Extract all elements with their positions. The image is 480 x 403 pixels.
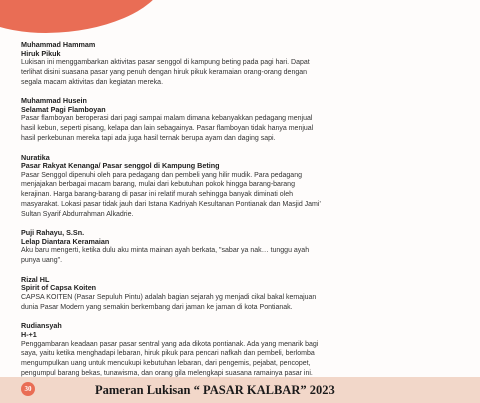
entry-rudiansyah — [21, 322, 466, 378]
entry-description: Lukisan ini menggambarkan aktivitas pasar senggol di kampung beting pada pagi hari. Dapat terlihat disini suasana pasar yang penuh dengan hiruk pikuk keramaian orang-orang dengan segala macam aktivitas dan kegiatan mereka. — [21, 59, 310, 86]
entry-author: Nuratika — [21, 152, 50, 162]
entry-description: Aku baru mengerti, ketika dulu aku minta mainan ayah berkata, "sabar ya nak… tunggu ayah punya uang". — [21, 247, 310, 265]
entry-title: Selamat Pagi Flamboyan — [21, 104, 106, 114]
page-number-badge: 30 — [21, 382, 35, 396]
entry-nuratika — [21, 154, 466, 220]
entry-hammam — [21, 41, 466, 87]
entry-author: Muhammad Hammam — [21, 40, 96, 49]
entry-description: Pasar flamboyan beroperasi dari pagi sampai malam dimana kebanyakkan pedagang menjual hasil kebun, seperti pisang, kelapa dan lain sebagainya. Pasar flamboyan tidak hanya menjual hasil perkebunan mereka tapi ada juga hasil ternak berupa ayam dan daging sapi. — [21, 115, 314, 142]
entry-puji-rahayu — [21, 229, 466, 266]
entry-author: Muhammad Husein — [21, 96, 87, 106]
corner-decoration — [0, 0, 168, 42]
entry-title: Pasar Rakyat Kenanga/ Pasar senggol di Kampung Beting — [21, 161, 220, 171]
entry-title: H-+1 — [21, 330, 37, 340]
entry-title: Hiruk Pikuk — [21, 48, 61, 58]
entry-rizal — [21, 276, 466, 313]
entry-author: Rudiansyah — [21, 321, 62, 331]
exhibition-title: Pameran Lukisan “ PASAR KALBAR” 2023 — [95, 383, 335, 397]
entry-author: Puji Rahayu, S.Sn. — [21, 228, 85, 238]
entry-description: CAPSA KOITEN (Pasar Sepuluh Pintu) adalah bagian sejarah yg menjadi cikal bakal kemajuan dunia Pasar Modern yang semakin berkembang dari jaman ke jaman di kota Pontianak. — [21, 294, 317, 311]
entry-husein — [21, 97, 466, 143]
entry-description: Penggambaran keadaan pasar pasar sentral yang ada dikota pontianak. Ada yang menarik bagi saya, yaitu ketika menghadapi lebaran, hiruk pikuk para pencari nafkah dan pembeli, berlomba mengumpulkan uang untuk mencukupi kebutuhan lebaran, dari pengemis, pejabat, pencopet, pengumpul barang bekas, tunawisma, dan orang gila melengkapi suasana ramainya pasar ini. — [21, 340, 319, 377]
entry-description: Pasar Senggol dipenuhi oleh para pedagang dan pembeli yang hilir mudik. Para pedagang menjajakan berbagai macam barang, mulai dari kebutuhan pokok hingga barang-barang kerajinan. Harga barang-barang di pasar ini relatif murah sehingga banyak diminati oleh masyarakat. Lokasi pasar tidak jauh dari Istana Kadriyah Kesultanan Pontianak dan Masjid Jami' Sultan Syarif Abdurrahman Alkadrie. — [21, 171, 321, 218]
entry-author: Rizal HL — [21, 274, 50, 284]
page-footer — [0, 377, 480, 403]
catalog-entries — [21, 41, 466, 388]
entry-title: Spirit of Capsa Koiten — [21, 283, 97, 293]
entry-title: Lelap Diantara Keramaian — [21, 236, 110, 246]
